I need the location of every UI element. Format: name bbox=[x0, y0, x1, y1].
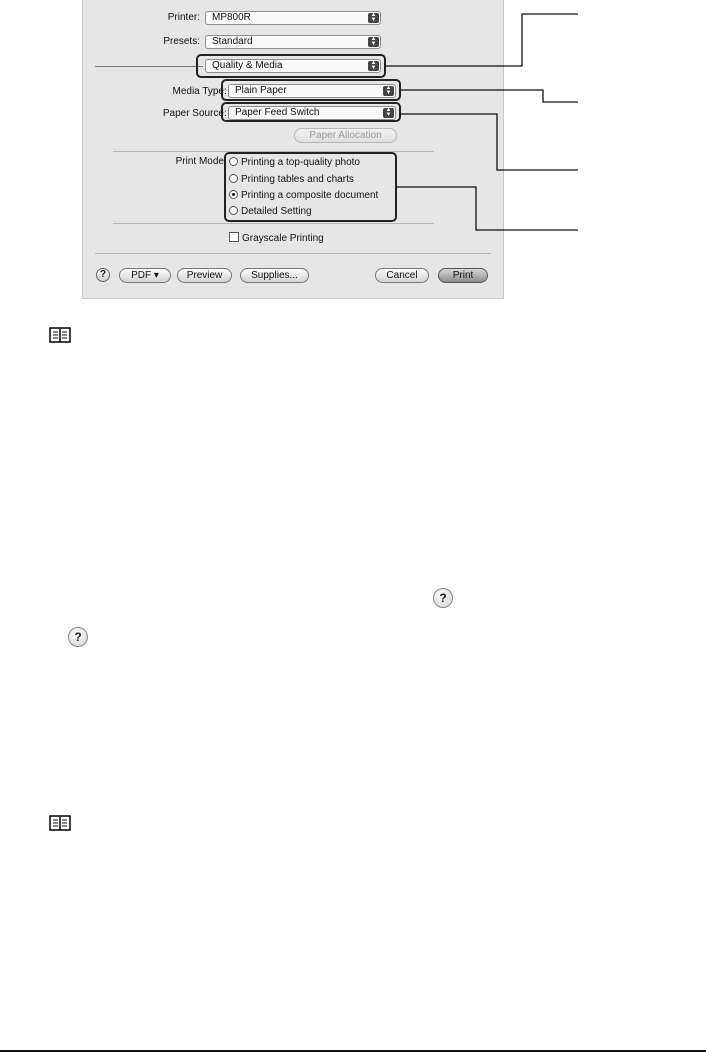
help-question-icon: ? bbox=[68, 627, 88, 647]
book-icon bbox=[49, 815, 71, 831]
presets-value: Standard bbox=[212, 36, 253, 47]
pdf-button[interactable]: PDF ▾ bbox=[119, 268, 171, 283]
page-bottom-rule bbox=[0, 1050, 706, 1052]
printer-popup[interactable] bbox=[205, 11, 381, 25]
paper-source-value: Paper Feed Switch bbox=[235, 107, 320, 118]
radio-option-2[interactable] bbox=[229, 189, 378, 203]
bottom-separator bbox=[95, 253, 491, 254]
radio-option-0[interactable] bbox=[229, 156, 360, 170]
print-button[interactable]: Print bbox=[438, 268, 488, 283]
panel-popup[interactable] bbox=[205, 59, 381, 73]
section-separator-1 bbox=[113, 151, 434, 152]
panel-separator-left bbox=[95, 66, 203, 67]
printer-label: Printer: bbox=[167, 12, 200, 23]
media-type-value: Plain Paper bbox=[235, 85, 287, 96]
radio-button[interactable] bbox=[229, 174, 238, 183]
popup-arrows-icon: ▲ ▼ bbox=[368, 13, 379, 23]
print-mode-colon: : bbox=[224, 156, 227, 167]
paper-allocation-button[interactable]: Paper Allocation bbox=[294, 128, 397, 143]
popup-arrows-icon: ▲ ▼ bbox=[383, 108, 394, 118]
section-separator-2 bbox=[113, 223, 434, 224]
radio-label: Detailed Setting bbox=[241, 206, 312, 217]
radio-label: Printing tables and charts bbox=[241, 174, 354, 185]
radio-button[interactable] bbox=[229, 206, 238, 215]
popup-arrows-icon: ▲ ▼ bbox=[383, 86, 394, 96]
printer-value: MP800R bbox=[212, 12, 251, 23]
media-type-colon: : bbox=[224, 86, 227, 97]
popup-arrows-icon: ▲ ▼ bbox=[368, 61, 379, 71]
radio-button[interactable] bbox=[229, 157, 238, 166]
help-button[interactable]: ? bbox=[96, 268, 110, 282]
presets-popup[interactable] bbox=[205, 35, 381, 49]
grayscale-checkbox-row[interactable] bbox=[229, 232, 324, 246]
paper-source-colon: : bbox=[224, 108, 227, 119]
media-type-popup[interactable] bbox=[228, 84, 396, 98]
preview-button[interactable]: Preview bbox=[177, 268, 232, 283]
panel-value: Quality & Media bbox=[212, 60, 283, 71]
radio-option-1[interactable] bbox=[229, 173, 354, 187]
grayscale-label: Grayscale Printing bbox=[242, 233, 324, 244]
paper-source-popup[interactable] bbox=[228, 106, 396, 120]
book-icon bbox=[49, 327, 71, 343]
presets-label: Presets: bbox=[163, 36, 200, 47]
popup-arrows-icon: ▲ ▼ bbox=[368, 37, 379, 47]
media-type-label: Media Type bbox=[172, 86, 224, 97]
paper-source-label: Paper Source bbox=[162, 108, 224, 119]
radio-button-selected[interactable] bbox=[229, 190, 238, 199]
print-dialog bbox=[82, 0, 504, 299]
radio-label: Printing a composite document bbox=[241, 190, 379, 201]
grayscale-checkbox[interactable] bbox=[229, 232, 239, 242]
radio-label: Printing a top-quality photo bbox=[241, 157, 360, 168]
radio-option-3[interactable] bbox=[229, 205, 312, 219]
cancel-button[interactable]: Cancel bbox=[375, 268, 429, 283]
print-mode-label: Print Mode bbox=[175, 156, 224, 167]
help-question-icon: ? bbox=[433, 588, 453, 608]
supplies-button[interactable]: Supplies... bbox=[240, 268, 309, 283]
